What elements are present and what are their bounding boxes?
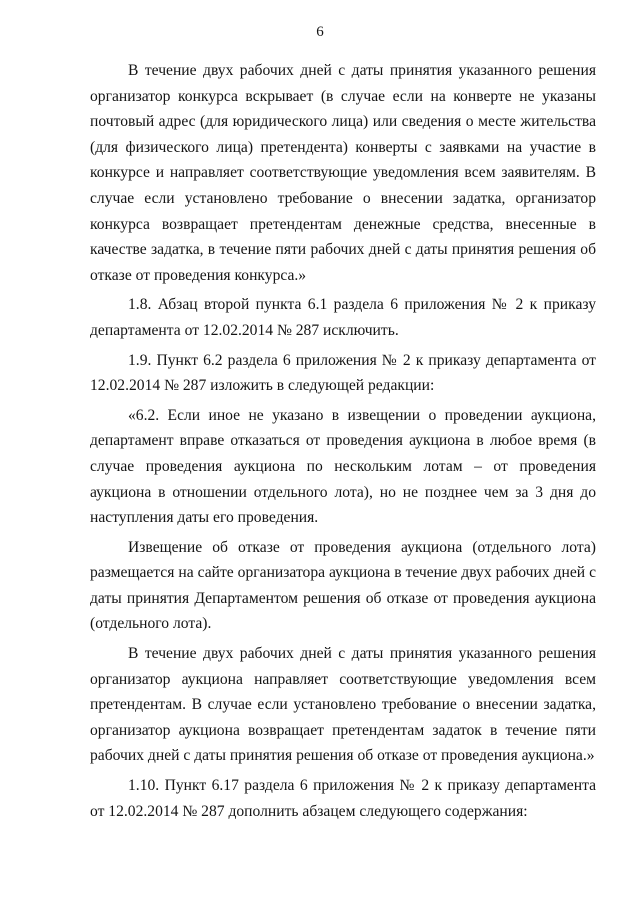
paragraph: В течение двух рабочих дней с даты принятия указанного решения организатор конкурса вскрывает (в случае если на конверте не указаны почтовый адрес (для юридического лица) или сведения о месте жительства (для физического лица) претендента) конверты с заявками на участие в конкурсе и направляет соответствующие уведомления всем заявителям. В случае если установлено требование о внесении задатка, организатор конкурса возвращает претендентам денежные средства, внесенные в качестве задатка, в течение пяти рабочих дней с даты принятия решения об отказе от проведения конкурса.» [90,62,596,284]
paragraph: В течение двух рабочих дней с даты принятия указанного решения организатор аукциона направляет соответствующие уведомления всем претендентам. В случае если установлено требование о внесении задатка, организатор аукциона возвращает претендентам задаток в течение пяти рабочих дней с даты принятия решения об отказе от проведения аукциона.» [90,645,596,765]
paragraph: 1.10. Пункт 6.17 раздела 6 приложения № 2 к приказу департамента от 12.02.2014 № 287 дополнить абзацем следующего содержания: [90,777,596,820]
paragraph: 1.8. Абзац второй пункта 6.1 раздела 6 приложения № 2 к приказу департамента от 12.02.2014 № 287 исключить. [90,296,596,339]
document-body [90,58,596,828]
paragraph: «6.2. Если иное не указано в извещении о проведении аукциона, департамент вправе отказаться от проведения аукциона в любое время (в случае проведения аукциона по нескольким лотам – от проведения аукциона в отношении отдельного лота), но не позднее чем за 3 дня до наступления даты его проведения. [90,406,596,527]
paragraph: Извещение об отказе от проведения аукциона (отдельного лота) размещается на сайте организатора аукциона в течение двух рабочих дней с даты принятия Департаментом решения об отказе от проведения аукциона (отдельного лота). [90,538,596,633]
paragraph: 1.9. Пункт 6.2 раздела 6 приложения № 2 к приказу департамента от 12.02.2014 № 287 изложить в следующей редакции: [90,351,596,395]
page-number: 6 [316,24,324,40]
